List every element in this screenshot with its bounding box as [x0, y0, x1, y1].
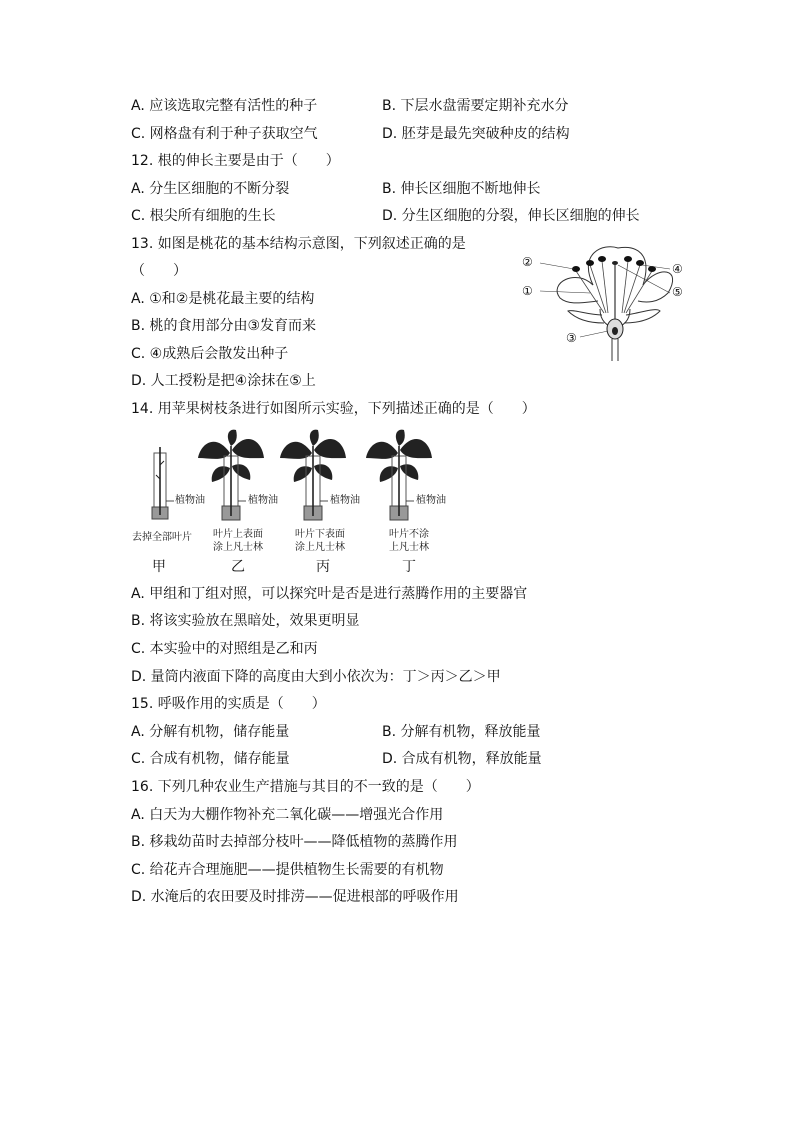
q16-stem: 16. 下列几种农业生产措施与其目的不一致的是（ ）	[131, 779, 480, 795]
q16-option-a: A. 白天为大棚作物补充二氧化碳——增强光合作用	[131, 807, 444, 823]
q11-option-c: C. 网格盘有利于种子获取空气	[131, 126, 318, 142]
q15-option-d: D. 合成有机物，释放能量	[382, 751, 542, 767]
group-letter-yi: 乙	[231, 559, 245, 575]
setup-bing-diagram	[278, 428, 348, 525]
q13-paren: （ ）	[131, 263, 187, 279]
q12-option-b: B. 伸长区细胞不断地伸长	[382, 181, 541, 197]
caption-yi-line2: 涂上凡士林	[213, 542, 263, 553]
q12-option-a: A. 分生区细胞的不断分裂	[131, 181, 290, 197]
setup-jia-diagram	[140, 445, 190, 525]
group-letter-ding: 丁	[402, 559, 416, 575]
flower-label-2: ②	[522, 255, 533, 269]
caption-ding-line1: 叶片不涂	[389, 529, 429, 540]
q16-option-c: C. 给花卉合理施肥——提供植物生长需要的有机物	[131, 862, 444, 878]
q15-option-b: B. 分解有机物，释放能量	[382, 724, 541, 740]
setup-ding-diagram	[364, 428, 434, 525]
peach-flower-diagram	[518, 243, 698, 363]
q11-option-b: B. 下层水盘需要定期补充水分	[382, 98, 569, 114]
q15-option-c: C. 合成有机物，储存能量	[131, 751, 290, 767]
caption-bing-line1: 叶片下表面	[295, 529, 345, 540]
q15-option-a: A. 分解有机物，储存能量	[131, 724, 290, 740]
setup-yi-diagram	[196, 428, 266, 525]
q13-option-a: A. ①和②是桃花最主要的结构	[131, 291, 315, 307]
group-letter-jia: 甲	[152, 559, 166, 575]
q14-option-a: A. 甲组和丁组对照，可以探究叶是否是进行蒸腾作用的主要器官	[131, 586, 528, 602]
q11-option-d: D. 胚芽是最先突破种皮的结构	[382, 126, 570, 142]
oil-label-jia: 植物油	[175, 495, 205, 506]
flower-label-5: ⑤	[672, 285, 683, 299]
q13-option-b: B. 桃的食用部分由③发育而来	[131, 318, 317, 334]
flower-label-3: ③	[566, 331, 577, 345]
q11-option-a: A. 应该选取完整有活性的种子	[131, 98, 318, 114]
q14-option-d: D. 量筒内液面下降的高度由大到小依次为：丁＞丙＞乙＞甲	[131, 669, 501, 685]
q16-option-b: B. 移栽幼苗时去掉部分枝叶——降低植物的蒸腾作用	[131, 834, 458, 850]
q14-stem: 14. 用苹果树枝条进行如图所示实验，下列描述正确的是（ ）	[131, 401, 536, 417]
q16-option-d: D. 水淹后的农田要及时排涝——促进根部的呼吸作用	[131, 889, 459, 905]
q14-option-c: C. 本实验中的对照组是乙和丙	[131, 641, 318, 657]
oil-label-ding: 植物油	[416, 495, 446, 506]
caption-jia-line1: 去掉全部叶片	[132, 532, 192, 543]
caption-ding-line2: 上凡士林	[389, 542, 429, 553]
q13-option-c: C. ④成熟后会散发出种子	[131, 346, 289, 362]
caption-bing-line2: 涂上凡士林	[295, 542, 345, 553]
flower-label-4: ④	[672, 262, 683, 276]
caption-yi-line1: 叶片上表面	[213, 529, 263, 540]
q12-option-d: D. 分生区细胞的分裂，伸长区细胞的伸长	[382, 208, 640, 224]
q15-stem: 15. 呼吸作用的实质是（ ）	[131, 696, 326, 712]
oil-label-bing: 植物油	[330, 495, 360, 506]
q12-stem: 12. 根的伸长主要是由于（ ）	[131, 153, 340, 169]
q12-option-c: C. 根尖所有细胞的生长	[131, 208, 276, 224]
q13-stem: 13. 如图是桃花的基本结构示意图，下列叙述正确的是	[131, 236, 466, 252]
q13-option-d: D. 人工授粉是把④涂抹在⑤上	[131, 373, 316, 389]
group-letter-bing: 丙	[316, 559, 330, 575]
q14-option-b: B. 将该实验放在黑暗处，效果更明显	[131, 613, 360, 629]
oil-label-yi: 植物油	[248, 495, 278, 506]
flower-label-1: ①	[522, 284, 533, 298]
